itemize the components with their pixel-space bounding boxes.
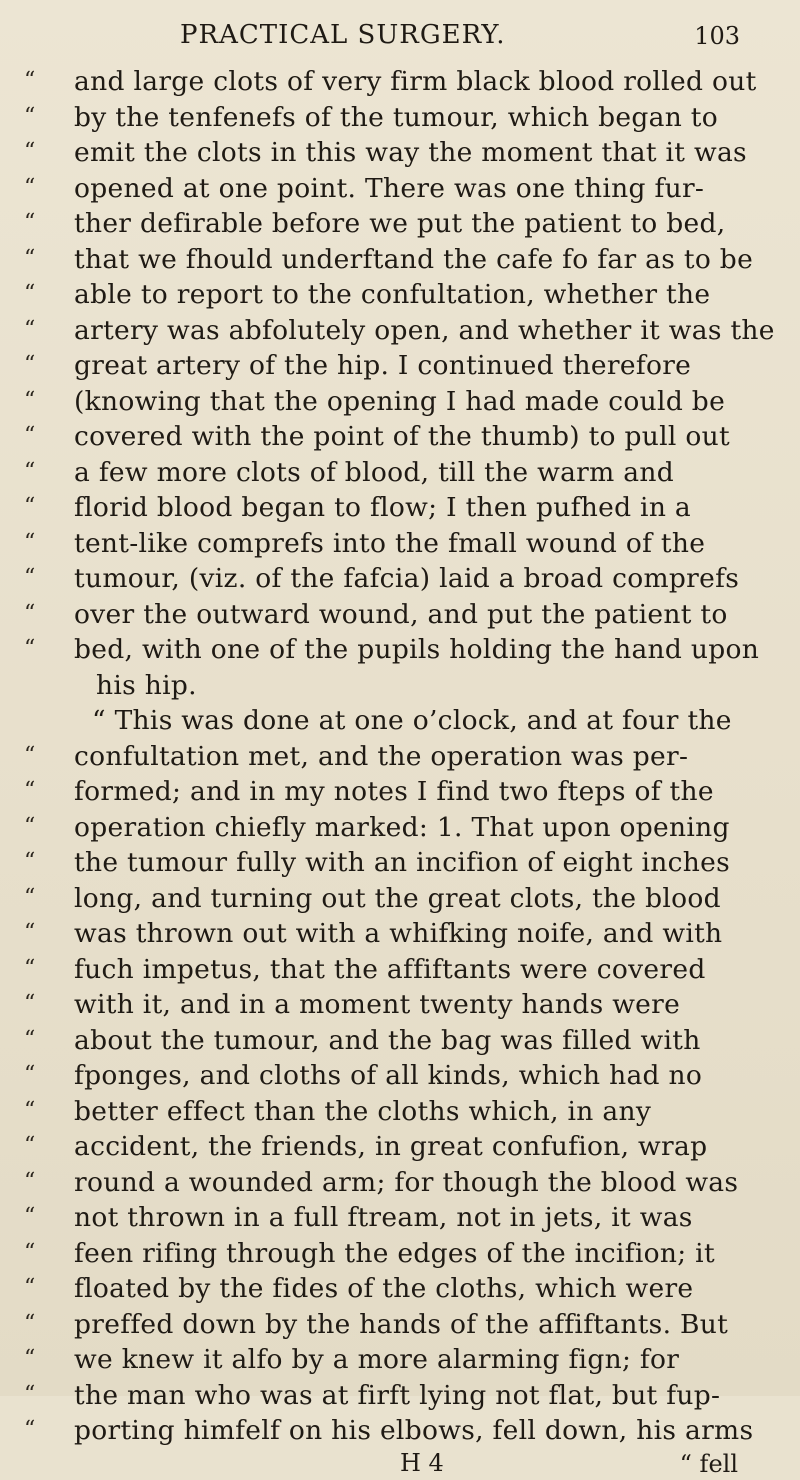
margin-quote-mark: “	[24, 743, 35, 768]
line-text: the man who was at firft lying not flat, but fup-	[74, 1380, 720, 1411]
line-text: florid blood began to flow; I then pufhed in a	[74, 492, 691, 523]
margin-quote-mark: “	[24, 68, 35, 93]
line-text: tumour, (viz. of the fafcia) laid a broad comprefs	[74, 563, 739, 594]
signature-mark: H 4	[400, 1449, 444, 1477]
catchword: “ fell	[680, 1450, 738, 1478]
line-text: (knowing that the opening I had made could be	[74, 386, 725, 417]
text-line	[0, 1090, 800, 1126]
margin-quote-mark: “	[24, 317, 35, 342]
margin-quote-mark: “	[24, 1204, 35, 1229]
line-text: tent-like comprefs into the fmall wound of the	[74, 528, 705, 559]
line-text: accident, the friends, in great confufion, wrap	[74, 1131, 707, 1162]
text-line	[0, 806, 800, 842]
line-text: porting himfelf on his elbows, fell down, his arms	[74, 1415, 753, 1446]
margin-quote-mark: “	[24, 1027, 35, 1052]
text-line	[0, 948, 800, 984]
line-text: great artery of the hip. I continued therefore	[74, 350, 691, 381]
line-text: “ This was done at one o’clock, and at four the	[92, 705, 732, 736]
margin-quote-mark: “	[24, 849, 35, 874]
margin-quote-mark: “	[24, 423, 35, 448]
text-line	[0, 309, 800, 345]
line-text: a few more clots of blood, till the warm and	[74, 457, 674, 488]
text-line	[0, 699, 800, 735]
text-line	[0, 664, 800, 700]
line-text: preffed down by the hands of the affiftants. But	[74, 1309, 728, 1340]
margin-quote-mark: “	[24, 388, 35, 413]
text-line	[0, 344, 800, 380]
line-text: we knew it alfo by a more alarming fign; for	[74, 1344, 679, 1375]
margin-quote-mark: “	[24, 601, 35, 626]
line-text: operation chiefly marked: 1. That upon opening	[74, 812, 730, 843]
margin-quote-mark: “	[24, 1133, 35, 1158]
line-text: opened at one point. There was one thing fur-	[74, 173, 704, 204]
line-text: was thrown out with a whifking noife, and with	[74, 918, 722, 949]
text-line	[0, 841, 800, 877]
text-line	[0, 60, 800, 96]
text-line	[0, 735, 800, 771]
text-line	[0, 1409, 800, 1445]
line-text: over the outward wound, and put the patient to	[74, 599, 728, 630]
line-text: fponges, and cloths of all kinds, which had no	[74, 1060, 702, 1091]
text-line	[0, 131, 800, 167]
margin-quote-mark: “	[24, 352, 35, 377]
line-text: his hip.	[96, 670, 197, 701]
text-line	[0, 1196, 800, 1232]
margin-quote-mark: “	[24, 814, 35, 839]
line-text: and large clots of very firm black blood rolled out	[74, 66, 757, 97]
margin-quote-mark: “	[24, 1098, 35, 1123]
margin-quote-mark: “	[24, 565, 35, 590]
margin-quote-mark: “	[24, 885, 35, 910]
text-line	[0, 628, 800, 664]
margin-quote-mark: “	[24, 1169, 35, 1194]
margin-quote-mark: “	[24, 1240, 35, 1265]
text-line	[0, 1125, 800, 1161]
text-line	[0, 273, 800, 309]
line-text: the tumour fully with an incifion of eight inches	[74, 847, 730, 878]
text-line	[0, 557, 800, 593]
margin-quote-mark: “	[24, 956, 35, 981]
line-text: fuch impetus, that the affiftants were covered	[74, 954, 706, 985]
line-text: bed, with one of the pupils holding the hand upon	[74, 634, 759, 665]
text-line	[0, 380, 800, 416]
line-text: round a wounded arm; for though the blood was	[74, 1167, 738, 1198]
line-text: feen rifing through the edges of the incifion; it	[74, 1238, 715, 1269]
text-line	[0, 593, 800, 629]
line-text: not thrown in a full ftream, not in jets, it was	[74, 1202, 693, 1233]
line-text: by the tenfenefs of the tumour, which began to	[74, 102, 718, 133]
text-line	[0, 202, 800, 238]
line-text: long, and turning out the great clots, the blood	[74, 883, 721, 914]
margin-quote-mark: “	[24, 778, 35, 803]
margin-quote-mark: “	[24, 175, 35, 200]
text-line	[0, 522, 800, 558]
line-text: better effect than the cloths which, in any	[74, 1096, 651, 1127]
page-number: 103	[694, 22, 740, 50]
margin-quote-mark: “	[24, 1311, 35, 1336]
margin-quote-mark: “	[24, 530, 35, 555]
text-line	[0, 1054, 800, 1090]
text-line	[0, 415, 800, 451]
text-line	[0, 1303, 800, 1339]
text-line	[0, 983, 800, 1019]
line-text: about the tumour, and the bag was filled with	[74, 1025, 701, 1056]
text-line	[0, 96, 800, 132]
line-text: with it, and in a moment twenty hands were	[74, 989, 680, 1020]
line-text: emit the clots in this way the moment that it was	[74, 137, 747, 168]
text-line	[0, 1232, 800, 1268]
margin-quote-mark: “	[24, 210, 35, 235]
margin-quote-mark: “	[24, 1062, 35, 1087]
line-text: formed; and in my notes I find two fteps of the	[74, 776, 714, 807]
line-text: covered with the point of the thumb) to pull out	[74, 421, 730, 452]
margin-quote-mark: “	[24, 104, 35, 129]
text-line	[0, 486, 800, 522]
line-text: confultation met, and the operation was per-	[74, 741, 688, 772]
text-line	[0, 1161, 800, 1197]
margin-quote-mark: “	[24, 459, 35, 484]
text-line	[0, 877, 800, 913]
line-text: able to report to the confultation, whether the	[74, 279, 710, 310]
line-text: that we fhould underftand the cafe fo far as to be	[74, 244, 753, 275]
text-line	[0, 451, 800, 487]
body-text	[0, 60, 800, 1480]
margin-quote-mark: “	[24, 281, 35, 306]
running-head: PRACTICAL SURGERY.	[180, 20, 505, 50]
margin-quote-mark: “	[24, 991, 35, 1016]
margin-quote-mark: “	[24, 1417, 35, 1442]
text-line	[0, 1267, 800, 1303]
text-line	[0, 770, 800, 806]
line-text: floated by the fides of the cloths, which were	[74, 1273, 693, 1304]
line-text: ther defirable before we put the patient to bed,	[74, 208, 726, 239]
line-text: artery was abfolutely open, and whether it was the	[74, 315, 775, 346]
text-line	[0, 912, 800, 948]
text-line	[0, 238, 800, 274]
margin-quote-mark: “	[24, 246, 35, 271]
text-line	[0, 1019, 800, 1055]
margin-quote-mark: “	[24, 1346, 35, 1371]
margin-quote-mark: “	[24, 1275, 35, 1300]
margin-quote-mark: “	[24, 1382, 35, 1407]
margin-quote-mark: “	[24, 494, 35, 519]
margin-quote-mark: “	[24, 920, 35, 945]
page-header	[180, 20, 740, 60]
page-footer	[0, 1445, 800, 1480]
text-line	[0, 1374, 800, 1410]
text-line	[0, 167, 800, 203]
text-line	[0, 1338, 800, 1374]
margin-quote-mark: “	[24, 139, 35, 164]
margin-quote-mark: “	[24, 636, 35, 661]
